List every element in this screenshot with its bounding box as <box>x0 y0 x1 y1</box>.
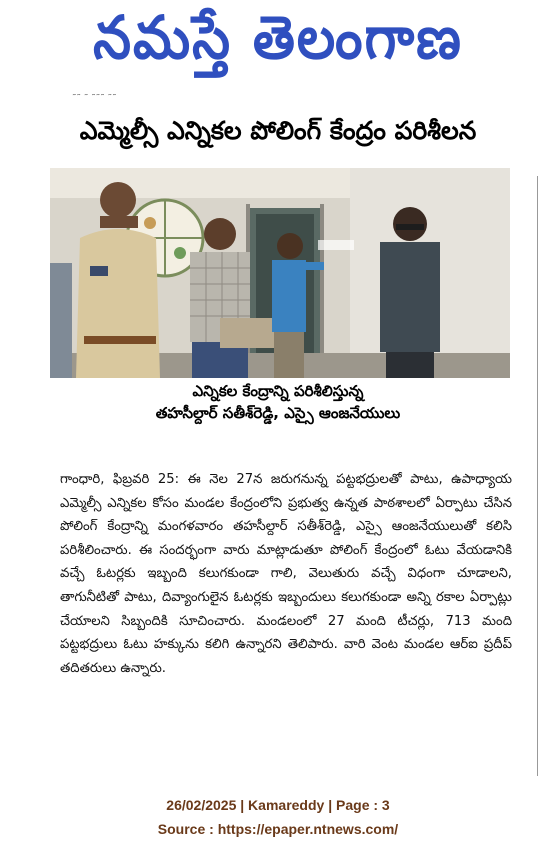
caption-line-1: ఎన్నికల కేంద్రాన్ని పరిశీలిస్తున్న <box>192 382 364 400</box>
footer-source: Source : https://epaper.ntnews.com/ <box>157 821 399 837</box>
headline-text: ఎమ్మెల్సీ ఎన్నికల పోలింగ్ కేంద్రం పరిశీలన <box>79 116 477 145</box>
photo-caption <box>0 380 556 424</box>
column-divider <box>537 176 538 776</box>
caption-line-2: తహసీల్దార్ సతీశ్‌రెడ్డి, ఎస్సై ఆంజనేయులు <box>155 404 401 422</box>
article-headline <box>0 114 556 154</box>
dateline-fragment: ˜˜ ˜ ˜˜˜ ˜˜ <box>72 94 117 104</box>
article-body: గాంధారి, ఫిబ్రవరి 25: ఈ నెల 27న జరుగనున్న పట్టభద్రులతో పాటు, ఉపాధ్యాయ ఎమ్మెల్సీ ఎన్నికల కోసం మండల కేంద్రంలోని ప్రభుత్వ ఉన్నత పాఠశాలలో ఏర్పాటు చేసిన పోలింగ్ కేంద్రాన్ని మంగళవారం తహసీల్దార్ సతీశ్‌రెడ్డి, ఎస్సై ఆంజనేయులుతో కలిసి పరిశీలించారు. ఈ సందర్భంగా వారు మాట్లాడుతూ పోలింగ్ కేంద్రంలో ఓటు వేయడానికి వచ్చే ఓటర్లకు ఇబ్బంది కలుగకుండా గాలి, వెలుతురు వచ్చే విధంగా చూడాలని, తాగునీటితో పాటు, దివ్యాంగులైన ఓటర్లకు ఇబ్బందులు కలుగకుండా అన్ని రకాల ఏర్పాట్లు చేయాలని సిబ్బందికి సూచించారు. మండలంలో 27 మంది టీచర్లు, 713 మంది పట్టభద్రులు ఓటు హక్కును కలిగి ఉన్నారని తెలిపారు. వారి వెంట మండల ఆర్ఐ ప్రదీప్ తదితరులు ఉన్నారు. <box>60 472 512 676</box>
page-footer <box>0 793 556 841</box>
newspaper-masthead <box>0 0 556 90</box>
footer-date-edition: 26/02/2025 | Kamareddy | Page : 3 <box>166 797 390 813</box>
masthead-title: నమస్తే తెలంగాణ <box>93 2 463 72</box>
news-photo <box>50 168 510 378</box>
